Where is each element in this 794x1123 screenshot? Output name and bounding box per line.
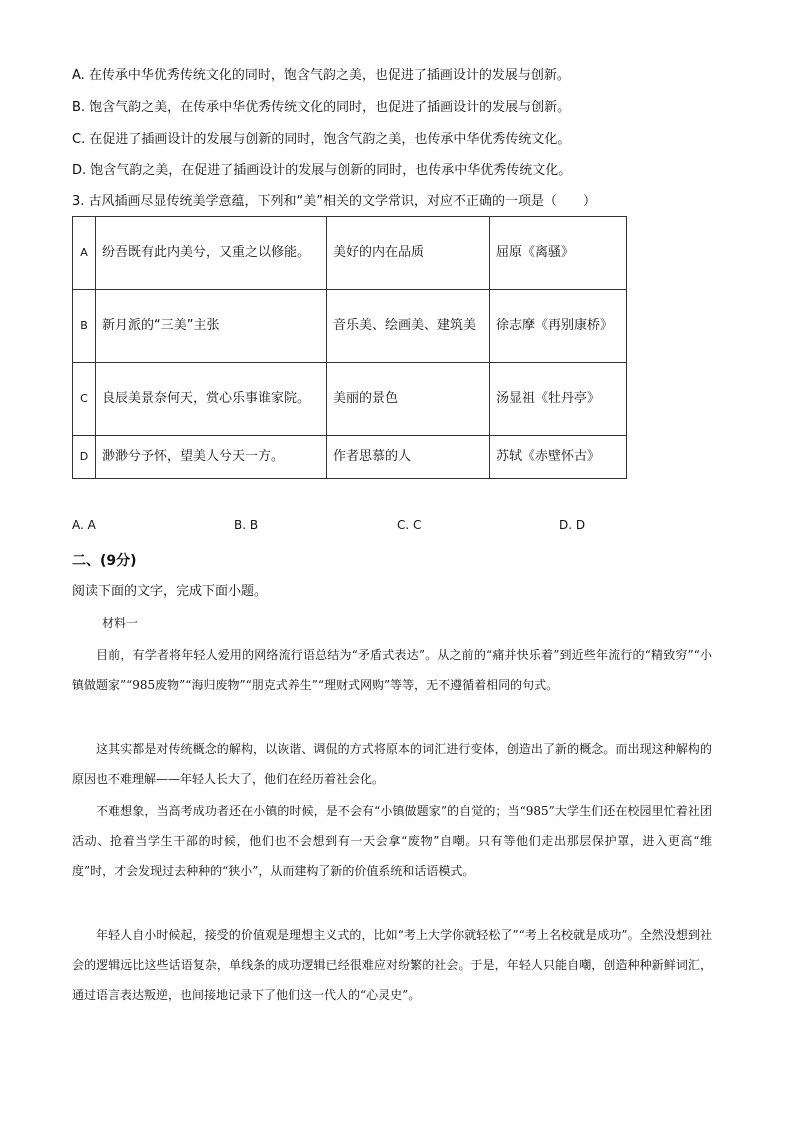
option-a: A. 在传承中华优秀传统文化的同时，饱含气韵之美，也促进了插画设计的发展与创新。 [72, 68, 570, 83]
option-c: C. 在促进了插画设计的发展与创新的同时，饱含气韵之美，也传承中华优秀传统文化。 [72, 132, 571, 147]
table-row [73, 363, 627, 436]
row-text: 渺渺兮予怀，望美人兮天一方。 [96, 436, 327, 479]
passage-paragraph: 这其实都是对传统概念的解构，以诙谐、调侃的方式将原本的词汇进行变体，创造出了新的概念。而出现这种解构的原因也不难理解——年轻人长大了，他们在经历着社会化。 [72, 742, 712, 786]
row-meaning: 美丽的景色 [327, 363, 490, 436]
row-letter: A [73, 217, 96, 290]
row-meaning: 音乐美、绘画美、建筑美 [327, 290, 490, 363]
question-3-stem: 3. 古风插画尽显传统美学意蕴，下列和“美”相关的文学常识，对应不正确的一项是（ ） [72, 194, 597, 209]
row-text: 良辰美景奈何天，赏心乐事谁家院。 [96, 363, 327, 436]
table-row [73, 436, 627, 479]
passage-paragraph: 年轻人自小时候起，接受的价值观是理想主义式的，比如“考上大学你就轻松了”“考上名校就是成功”。全然没想到社会的逻辑远比这些话语复杂，单线条的成功逻辑已经很难应对纷繁的社会。于是，年轻人只能自嘲，创造种种新鲜词汇，通过语言表达叛逆，也间接地记录下了他们这一代人的“心灵史”。 [72, 928, 712, 1002]
section-instruction: 阅读下面的文字，完成下面小题。 [72, 584, 268, 599]
table-row [73, 217, 627, 290]
row-work: 苏轼《赤壁怀古》 [490, 436, 627, 479]
question-3-table [72, 216, 627, 479]
section-heading: 二、(9分) [72, 553, 137, 569]
answer-b: B. B [234, 518, 259, 532]
answer-d: D. D [559, 518, 586, 532]
answer-c: C. C [397, 518, 422, 532]
row-letter: B [73, 290, 96, 363]
answer-a: A. A [72, 518, 96, 532]
row-text: 纷吾既有此内美兮，又重之以修能。 [96, 217, 327, 290]
passage-paragraph: 不难想象，当高考成功者还在小镇的时候，是不会有“小镇做题家”的自觉的；当“985”大学生们还在校园里忙着社团活动、抢着当学生干部的时候，他们也不会想到有一天会拿“废物”自嘲。只有等他们走出那层保护罩，进入更高“维度”时，才会发现过去种种的“狭小”，从而建构了新的价值系统和话语模式。 [72, 804, 712, 878]
material-title: 材料一 [102, 616, 139, 630]
passage-paragraph: 目前，有学者将年轻人爱用的网络流行语总结为“矛盾式表达”。从之前的“痛并快乐着”到近些年流行的“精致穷”“小镇做题家”“985废物”“海归废物”“朋克式养生”“理财式网购”等等，无不遵循着相同的句式。 [72, 648, 712, 692]
row-work: 屈原《离骚》 [490, 217, 627, 290]
option-d: D. 饱含气韵之美，在促进了插画设计的发展与创新的同时，也传承中华优秀传统文化。 [72, 163, 572, 178]
option-b: B. 饱含气韵之美，在传承中华优秀传统文化的同时，也促进了插画设计的发展与创新。 [72, 100, 571, 115]
row-meaning: 美好的内在品质 [327, 217, 490, 290]
row-letter: D [73, 436, 96, 479]
row-work: 汤显祖《牡丹亭》 [490, 363, 627, 436]
table-row [73, 290, 627, 363]
row-meaning: 作者思慕的人 [327, 436, 490, 479]
row-text: 新月派的“三美”主张 [96, 290, 327, 363]
row-letter: C [73, 363, 96, 436]
row-work: 徐志摩《再别康桥》 [490, 290, 627, 363]
